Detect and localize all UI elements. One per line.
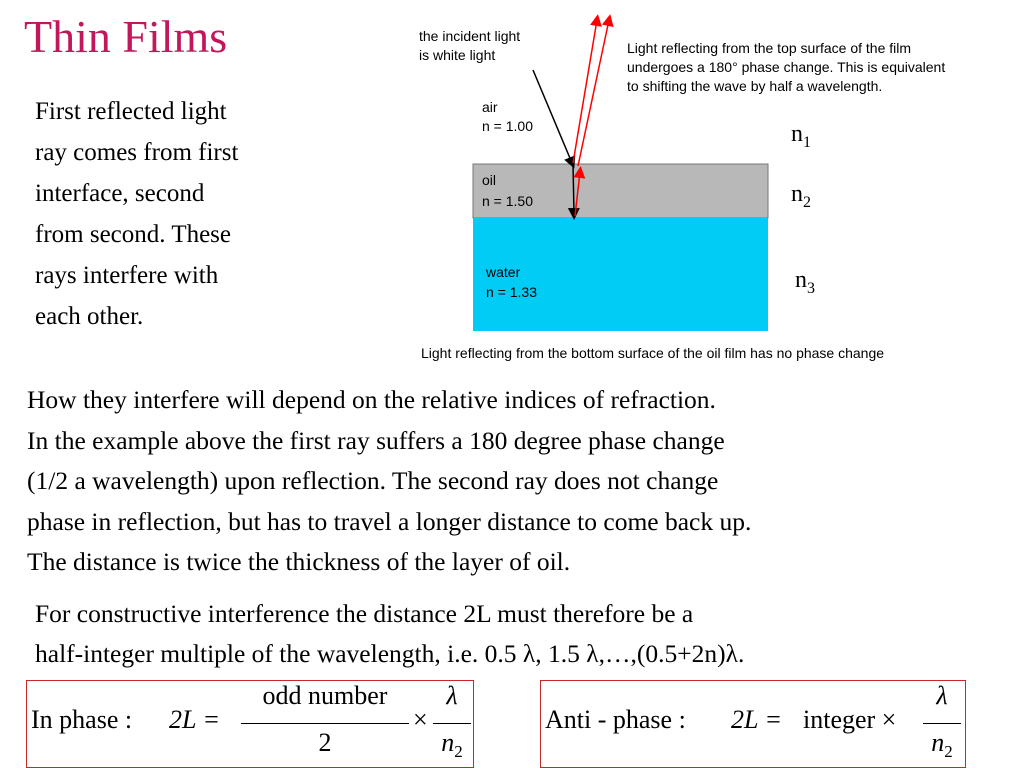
bottom-reflection-note: Light reflecting from the bottom surface of the oil film has no phase change [421, 345, 885, 361]
formula-numerator: odd number [262, 681, 388, 710]
paragraph-line: How they interfere will depend on the relative indices of refraction. [27, 385, 716, 414]
paragraph-line: For constructive interference the distance 2L must therefore be a [35, 599, 694, 628]
top-reflection-note: Light reflecting from the top surface of the film [627, 40, 912, 56]
top-reflection-note: to shifting the wave by half a wavelength. [627, 78, 883, 94]
lambda-symbol: λ [446, 681, 458, 710]
water-label: water [486, 264, 521, 280]
refracted-ray [573, 164, 574, 214]
refractive-index-n2: $n_2$ [931, 728, 953, 762]
oil-index-label: n = 1.50 [482, 193, 533, 209]
fraction-bar [241, 723, 409, 724]
air-label: air [482, 99, 498, 115]
anti-phase-formula-box [540, 680, 966, 768]
oil-label: oil [482, 172, 497, 188]
paragraph-line: The distance is twice the thickness of the layer of oil. [27, 547, 571, 576]
paragraph-line: half-integer multiple of the wavelength, i.e. 0.5 λ, 1.5 λ,…,(0.5+2n)λ. [35, 639, 745, 668]
constructive-interference-paragraph [35, 594, 1015, 674]
lambda-symbol: λ [936, 681, 948, 710]
incident-label: is white light [419, 47, 496, 63]
fraction-bar [433, 723, 471, 724]
formula-lhs: 2L = [731, 705, 783, 734]
n3-label: $n_3$ [795, 267, 815, 297]
in-phase-label: In phase : [31, 705, 133, 734]
in-phase-formula-box [26, 680, 474, 768]
intro-line: from second. These [35, 221, 232, 248]
n2-label: $n_2$ [791, 181, 811, 211]
intro-line: interface, second [35, 180, 205, 207]
times-sign: × [413, 705, 428, 734]
water-index-label: n = 1.33 [486, 284, 537, 300]
thin-film-diagram [0, 0, 1024, 380]
explanation-paragraph [27, 380, 1017, 583]
integer-term: integer × [803, 705, 897, 734]
paragraph-line: phase in reflection, but has to travel a longer distance to come back up. [27, 506, 752, 536]
incident-ray [533, 70, 572, 163]
air-index-label: n = 1.00 [482, 118, 533, 134]
formula-lhs: 2L = [169, 705, 221, 734]
intro-line: each other. [35, 303, 144, 330]
paragraph-line: (1/2 a wavelength) upon reflection. The second ray does not change [27, 466, 719, 495]
incident-label: the incident light [419, 28, 521, 44]
slide-title: Thin Films [24, 11, 228, 62]
n1-label: $n_1$ [791, 121, 811, 151]
fraction-bar [923, 723, 961, 724]
intro-line: rays interfere with [35, 262, 219, 289]
formula-denominator: 2 [318, 728, 332, 757]
paragraph-line: In the example above the first ray suffers a 180 degree phase change [27, 425, 725, 455]
oil-layer [473, 164, 768, 218]
intro-line: ray comes from first [35, 139, 239, 166]
refractive-index-n2: $n_2$ [441, 728, 463, 762]
intro-line: First reflected light [35, 98, 227, 125]
top-reflection-note: undergoes a 180° phase change. This is equivalent [627, 59, 946, 75]
anti-phase-label: Anti - phase : [545, 705, 686, 734]
